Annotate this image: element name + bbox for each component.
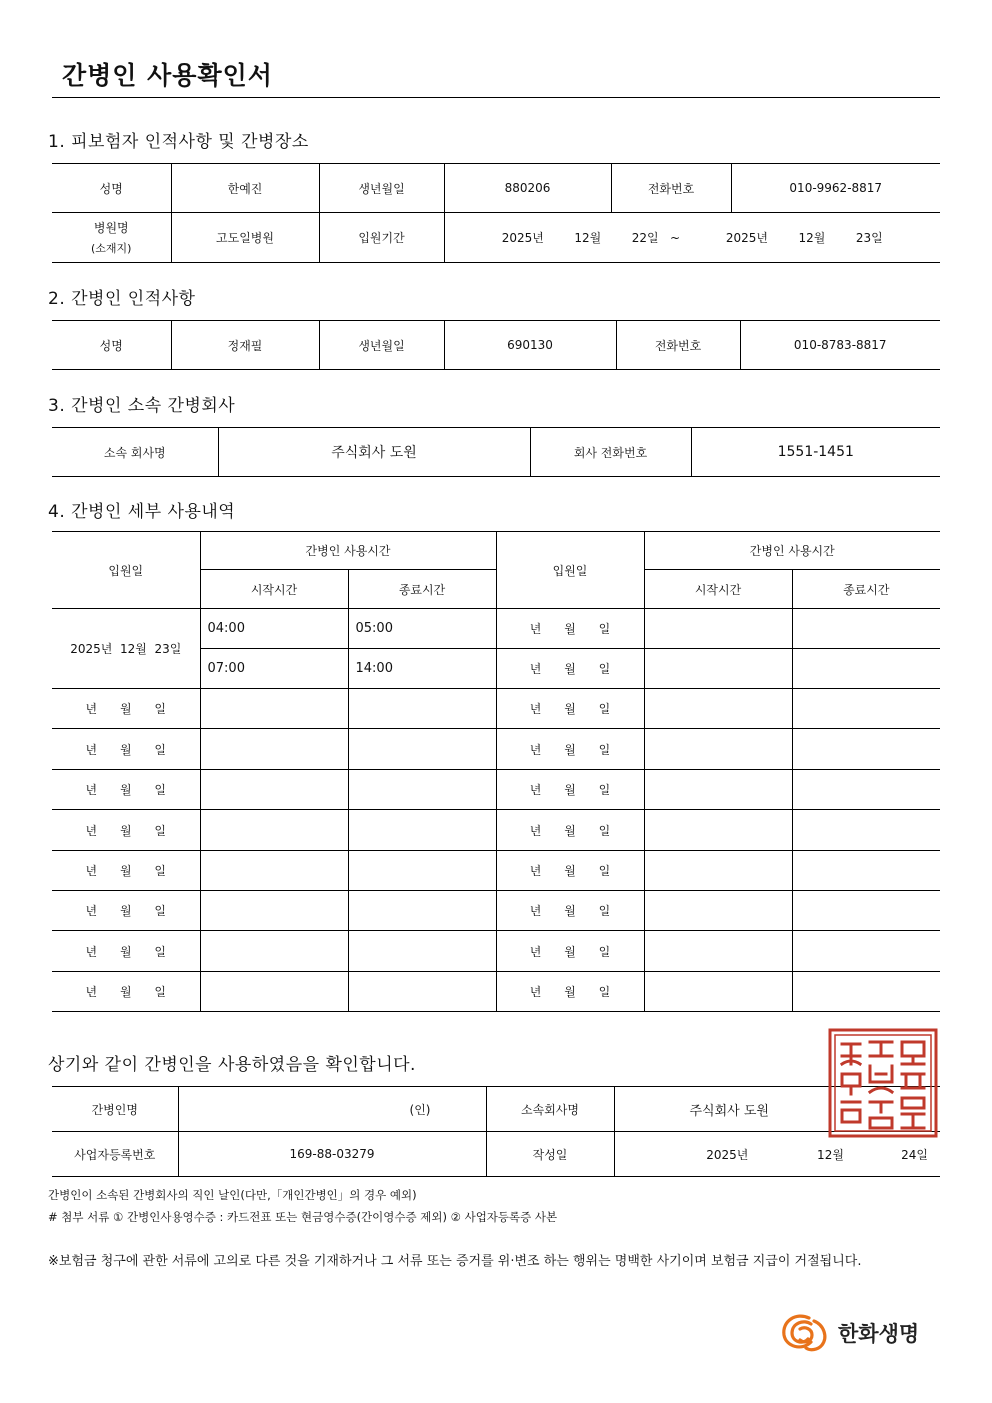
note-seal: 간병인이 소속된 간병회사의 직인 날인(다만,「개인간병인」의 경우 예외) — [48, 1188, 417, 1202]
page-title: 간병인 사용확인서 — [62, 61, 273, 90]
usage-start-right[interactable] — [644, 770, 792, 810]
sign-company-name[interactable]: 주식회사 도원 — [614, 1087, 940, 1132]
usage-end-left[interactable] — [348, 689, 496, 729]
usage-start-right[interactable] — [644, 609, 792, 649]
usage-end-time[interactable]: 14:00 — [348, 649, 496, 689]
usage-start-right[interactable] — [644, 891, 792, 931]
caregiver-birth[interactable]: 690130 — [444, 321, 616, 370]
hospital-label — [52, 213, 171, 263]
written-date-label: 작성일 — [486, 1132, 614, 1177]
confirm-statement: 상기와 같이 간병인을 사용하였음을 확인합니다. — [48, 1055, 416, 1075]
company-phone-label: 회사 전화번호 — [530, 428, 691, 477]
note-warning: ※보험금 청구에 관한 서류에 고의로 다른 것을 기재하거나 그 서류 또는 증거를 위·변조 하는 행위는 명백한 사기이며 보험금 지급이 거절됩니다. — [48, 1254, 862, 1269]
usage-row — [52, 851, 940, 891]
usage-end-left[interactable] — [348, 810, 496, 851]
usage-start-time[interactable]: 04:00 — [200, 609, 348, 649]
usage-end-left[interactable] — [348, 972, 496, 1012]
usage-date-right[interactable]: 년 월 일 — [496, 689, 644, 729]
usage-row — [52, 891, 940, 931]
usage-date-right[interactable]: 년 월 일 — [496, 972, 644, 1012]
usage-end-right[interactable] — [792, 729, 940, 770]
insured-name[interactable]: 한예진 — [171, 164, 319, 213]
end-header-left: 종료시간 — [348, 570, 496, 609]
insured-birth[interactable]: 880206 — [444, 164, 611, 213]
usage-row — [52, 931, 940, 972]
usage-end-right[interactable] — [792, 851, 940, 891]
title-divider — [52, 97, 940, 98]
usage-start-left[interactable] — [200, 851, 348, 891]
usage-start-right[interactable] — [644, 972, 792, 1012]
caregiver-name[interactable]: 정재필 — [171, 321, 319, 370]
usage-date-left[interactable]: 년 월 일 — [52, 891, 200, 931]
usage-end-right[interactable] — [792, 810, 940, 851]
hanwha-logo-text: 한화생명 — [838, 1322, 920, 1346]
usage-date-right[interactable]: 년 월 일 — [496, 609, 644, 649]
caregiver-phone[interactable]: 010-8783-8817 — [740, 321, 940, 370]
time-header-left: 간병인 사용시간 — [200, 532, 496, 570]
company-table — [52, 427, 940, 477]
usage-date-right[interactable]: 년 월 일 — [496, 851, 644, 891]
usage-row — [52, 810, 940, 851]
usage-start-right[interactable] — [644, 689, 792, 729]
usage-table — [52, 531, 940, 1012]
section-3-heading: 3. 간병인 소속 간병회사 — [48, 396, 236, 416]
usage-start-right[interactable] — [644, 931, 792, 972]
admission-period[interactable]: 2025년 12월 22일 ~ 2025년 12월 23일 — [444, 213, 940, 263]
section-4-heading: 4. 간병인 세부 사용내역 — [48, 502, 236, 522]
section-1-heading: 1. 피보험자 인적사항 및 간병장소 — [48, 132, 309, 152]
usage-end-right[interactable] — [792, 609, 940, 649]
usage-row — [52, 770, 940, 810]
usage-date-left[interactable]: 년 월 일 — [52, 770, 200, 810]
usage-end-left[interactable] — [348, 851, 496, 891]
time-header-right: 간병인 사용시간 — [644, 532, 940, 570]
caregiver-sign-field[interactable] — [178, 1087, 486, 1132]
caregiver-name-label: 성명 — [52, 321, 171, 370]
usage-date-first[interactable]: 2025년 12월 23일 — [52, 609, 200, 689]
company-name-label: 소속 회사명 — [52, 428, 218, 477]
usage-start-right[interactable] — [644, 649, 792, 689]
usage-start-right[interactable] — [644, 729, 792, 770]
bizno-label: 사업자등록번호 — [52, 1132, 178, 1177]
usage-end-time[interactable]: 05:00 — [348, 609, 496, 649]
usage-start-left[interactable] — [200, 770, 348, 810]
insured-phone[interactable]: 010-9962-8817 — [731, 164, 940, 213]
usage-end-left[interactable] — [348, 729, 496, 770]
usage-start-time[interactable]: 07:00 — [200, 649, 348, 689]
hospital-label-sub: (소재지) — [91, 242, 132, 255]
usage-date-left[interactable]: 년 월 일 — [52, 729, 200, 770]
company-seal-icon — [826, 1026, 940, 1140]
usage-start-left[interactable] — [200, 729, 348, 770]
sign-company-label: 소속회사명 — [486, 1087, 614, 1132]
signature-table — [52, 1086, 940, 1177]
admit-header-left: 입원일 — [52, 532, 200, 609]
usage-date-left[interactable]: 년 월 일 — [52, 689, 200, 729]
period-label: 입원기간 — [319, 213, 444, 263]
end-header-right: 종료시간 — [792, 570, 940, 609]
insured-table — [52, 163, 940, 263]
usage-start-left[interactable] — [200, 972, 348, 1012]
usage-date-right[interactable]: 년 월 일 — [496, 931, 644, 972]
insured-name-label: 성명 — [52, 164, 171, 213]
bizno-value[interactable]: 169-88-03279 — [178, 1132, 486, 1177]
company-phone[interactable]: 1551-1451 — [691, 428, 940, 477]
usage-end-left[interactable] — [348, 891, 496, 931]
usage-date-right[interactable]: 년 월 일 — [496, 729, 644, 770]
start-header-left: 시작시간 — [200, 570, 348, 609]
company-name[interactable]: 주식회사 도원 — [218, 428, 530, 477]
usage-start-right[interactable] — [644, 851, 792, 891]
usage-date-left[interactable]: 년 월 일 — [52, 810, 200, 851]
admit-header-right: 입원일 — [496, 532, 644, 609]
usage-end-left[interactable] — [348, 770, 496, 810]
usage-end-right[interactable] — [792, 972, 940, 1012]
usage-end-right[interactable] — [792, 649, 940, 689]
usage-end-right[interactable] — [792, 689, 940, 729]
insured-birth-label: 생년월일 — [319, 164, 444, 213]
hospital-label-main: 병원명 — [93, 221, 129, 235]
usage-start-left[interactable] — [200, 931, 348, 972]
usage-row — [52, 972, 940, 1012]
usage-date-left[interactable]: 년 월 일 — [52, 851, 200, 891]
insured-phone-label: 전화번호 — [611, 164, 731, 213]
usage-date-right[interactable]: 년 월 일 — [496, 810, 644, 851]
caregiver-sign-label: 간병인명 — [52, 1087, 178, 1132]
usage-date-left[interactable]: 년 월 일 — [52, 931, 200, 972]
usage-end-right[interactable] — [792, 931, 940, 972]
note-attachments: # 첨부 서류 ① 간병인사용영수증 : 카드전표 또는 현금영수증(간이영수증 제외) ② 사업자등록증 사본 — [48, 1210, 558, 1224]
usage-date-right[interactable]: 년 월 일 — [496, 891, 644, 931]
usage-row — [52, 689, 940, 729]
usage-end-right[interactable] — [792, 891, 940, 931]
caregiver-birth-label: 생년월일 — [319, 321, 444, 370]
usage-start-right[interactable] — [644, 810, 792, 851]
usage-date-left[interactable]: 년 월 일 — [52, 972, 200, 1012]
usage-start-left[interactable] — [200, 689, 348, 729]
usage-date-right[interactable]: 년 월 일 — [496, 649, 644, 689]
usage-end-left[interactable] — [348, 931, 496, 972]
caregiver-table — [52, 320, 940, 370]
hospital-name[interactable]: 고도일병원 — [171, 213, 319, 263]
section-2-heading: 2. 간병인 인적사항 — [48, 289, 196, 309]
usage-start-left[interactable] — [200, 810, 348, 851]
usage-row — [52, 729, 940, 770]
usage-end-right[interactable] — [792, 770, 940, 810]
seal-mark: (인) — [409, 1102, 431, 1117]
written-date[interactable]: 2025년 12월 24일 — [614, 1132, 940, 1177]
caregiver-phone-label: 전화번호 — [616, 321, 740, 370]
start-header-right: 시작시간 — [644, 570, 792, 609]
usage-date-right[interactable]: 년 월 일 — [496, 770, 644, 810]
usage-start-left[interactable] — [200, 891, 348, 931]
